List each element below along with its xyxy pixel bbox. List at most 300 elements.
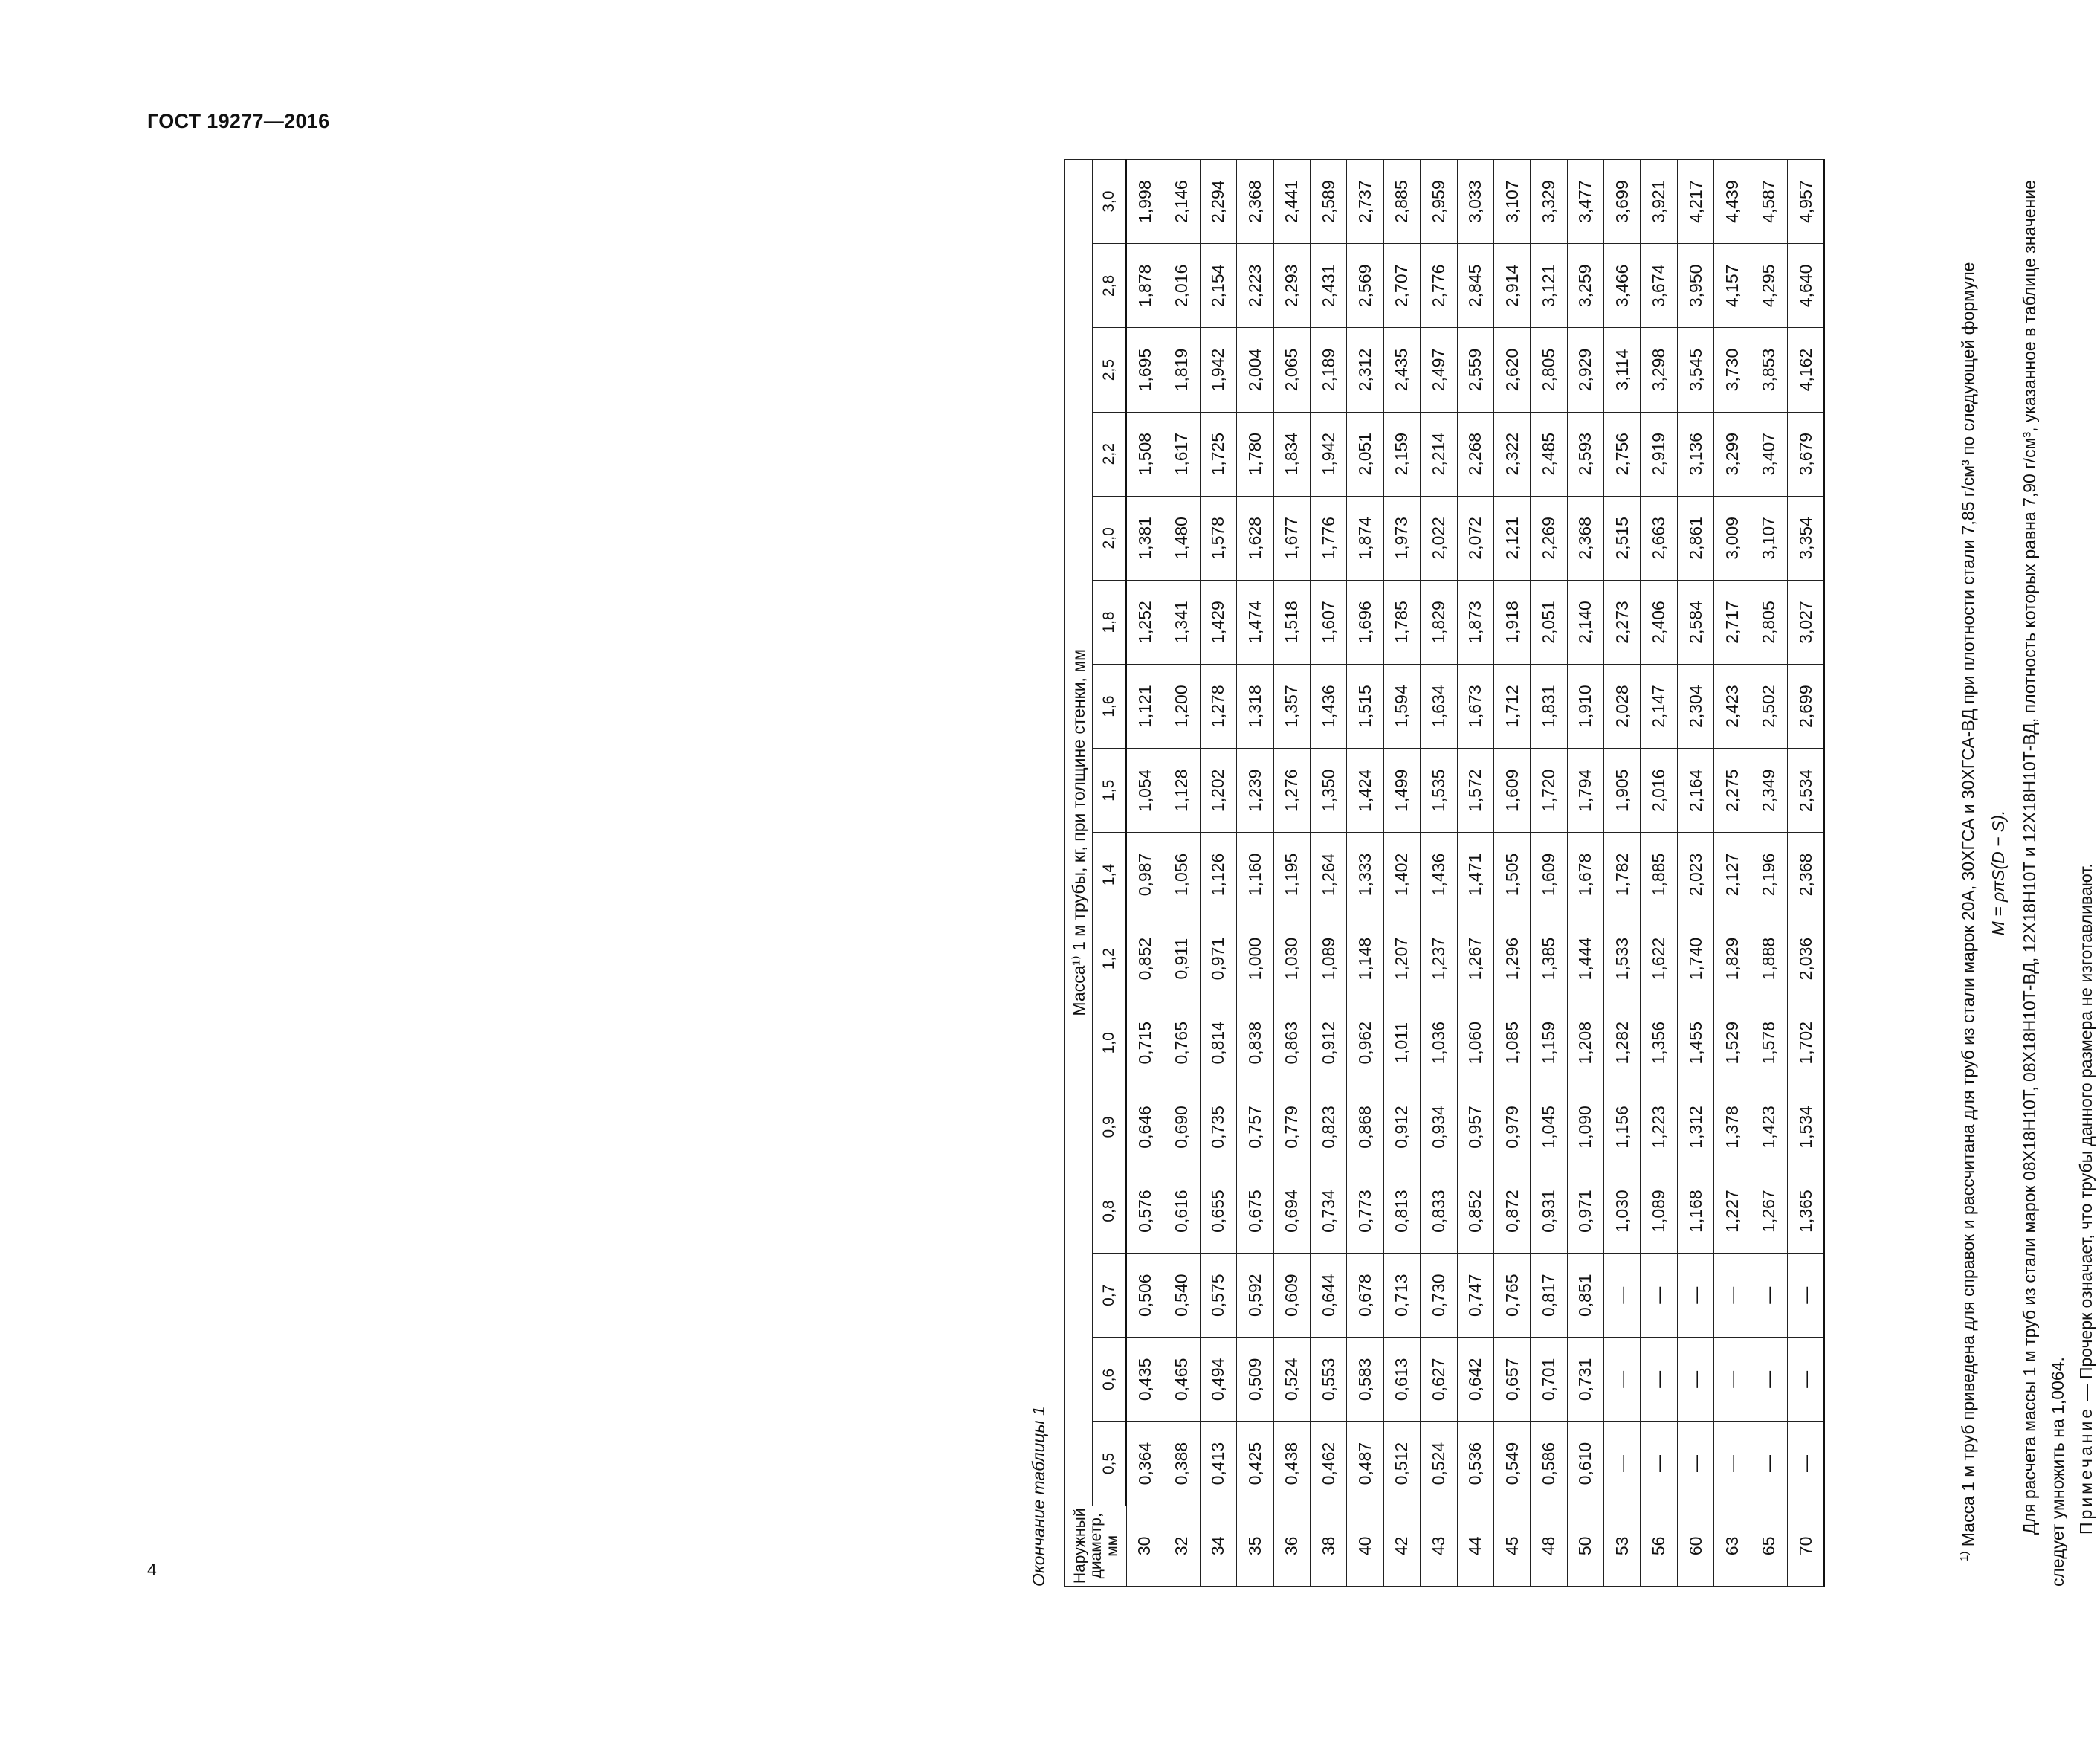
mass-cell: 2,589 <box>1310 160 1346 244</box>
mass-cell: 2,502 <box>1751 665 1787 749</box>
mass-cell: 2,707 <box>1383 244 1420 328</box>
rotated-content <box>1029 159 2096 1587</box>
mass-cell: 4,295 <box>1751 244 1787 328</box>
mass-cell: — <box>1714 1338 1751 1422</box>
mass-cell: 1,089 <box>1641 1169 1677 1254</box>
diameter-cell: 38 <box>1310 1506 1346 1586</box>
table-row <box>1493 160 1530 1587</box>
mass-cell: — <box>1751 1338 1787 1422</box>
mass-cell: 1,609 <box>1531 833 1567 917</box>
diameter-cell: 42 <box>1383 1506 1420 1586</box>
mass-cell: 0,765 <box>1163 1001 1200 1085</box>
thickness-header: 0,6 <box>1093 1338 1127 1422</box>
mass-cell: 0,592 <box>1237 1254 1273 1338</box>
mass-cell: 1,535 <box>1421 749 1457 833</box>
mass-cell: 3,329 <box>1531 160 1567 244</box>
footnote-mark: 1) <box>1958 1551 1971 1561</box>
mass-cell: 1,429 <box>1200 580 1236 664</box>
mass-cell: 1,296 <box>1493 917 1530 1001</box>
mass-cell: 2,406 <box>1641 580 1677 664</box>
mass-cell: 0,524 <box>1273 1338 1310 1422</box>
table-row <box>1310 160 1346 1587</box>
mass-cell: 2,072 <box>1457 496 1493 580</box>
mass-cell: 1,455 <box>1677 1001 1713 1085</box>
mass-cell: 0,678 <box>1347 1254 1383 1338</box>
mass-cell: 1,276 <box>1273 749 1310 833</box>
mass-cell: 0,852 <box>1126 917 1163 1001</box>
table-row <box>1604 160 1641 1587</box>
mass-cell: 0,575 <box>1200 1254 1236 1338</box>
mass-cell: 2,140 <box>1567 580 1603 664</box>
mass-cell: 0,851 <box>1567 1254 1603 1338</box>
mass-cell: 3,853 <box>1751 328 1787 412</box>
mass-cell: 1,617 <box>1163 412 1200 496</box>
mass-cell: — <box>1604 1254 1641 1338</box>
mass-cell: 1,505 <box>1493 833 1530 917</box>
page-header: ГОСТ 19277—2016 <box>147 110 330 132</box>
mass-cell: 1,678 <box>1567 833 1603 917</box>
mass-cell: 1,128 <box>1163 749 1200 833</box>
mass-cell: 1,160 <box>1237 833 1273 917</box>
mass-cell: 0,549 <box>1493 1422 1530 1506</box>
mass-cell: 1,534 <box>1788 1085 1825 1169</box>
mass-cell: 1,350 <box>1310 749 1346 833</box>
mass-cell: 1,873 <box>1457 580 1493 664</box>
page-number: 4 <box>147 1560 157 1579</box>
mass-cell: 1,740 <box>1677 917 1713 1001</box>
mass-cell: 2,154 <box>1200 244 1236 328</box>
diameter-cell: 36 <box>1273 1506 1310 1586</box>
mass-cell: — <box>1641 1254 1677 1338</box>
steel-note: Для расчета массы 1 м труб из стали марок 08Х18Н10Т, 08Х18Н10Т-ВД, 12Х18Н10Т и 12Х18Н10Т-ВД, плотность которых равна 7,90 г/см³, указанное в таблице значение следует умножить на 1,0064. <box>2019 180 2067 1587</box>
thickness-header-row <box>1093 160 1127 1587</box>
mass-cell: 0,675 <box>1237 1169 1273 1254</box>
mass-cell: 1,776 <box>1310 496 1346 580</box>
mass-cell: 2,368 <box>1237 160 1273 244</box>
thickness-header: 2,0 <box>1093 496 1127 580</box>
mass-cell: 3,674 <box>1641 244 1677 328</box>
mass-cell: 1,529 <box>1714 1001 1751 1085</box>
table-row <box>1347 160 1383 1587</box>
mass-cell: 0,979 <box>1493 1085 1530 1169</box>
mass-cell: 2,497 <box>1421 328 1457 412</box>
mass-cell: 3,299 <box>1714 412 1751 496</box>
mass-cell: 1,609 <box>1493 749 1530 833</box>
mass-cell: 1,572 <box>1457 749 1493 833</box>
mass-cell: — <box>1788 1338 1825 1422</box>
mass-cell: 0,823 <box>1310 1085 1346 1169</box>
dash-note <box>2072 159 2100 1587</box>
mass-cell: 2,805 <box>1751 580 1787 664</box>
mass-cell: 2,146 <box>1163 160 1200 244</box>
thickness-header: 2,5 <box>1093 328 1127 412</box>
mass-cell: 1,056 <box>1163 833 1200 917</box>
mass-cell: 2,016 <box>1641 749 1677 833</box>
mass-cell: 1,508 <box>1126 412 1163 496</box>
mass-cell: 0,757 <box>1237 1085 1273 1169</box>
note-text: — Прочерк означает, что трубы данного размера не изготавливают. <box>2075 863 2096 1406</box>
mass-cell: 1,060 <box>1457 1001 1493 1085</box>
table-row <box>1237 160 1273 1587</box>
mass-cell: — <box>1751 1422 1787 1506</box>
mass-cell: 1,341 <box>1163 580 1200 664</box>
table-row <box>1273 160 1310 1587</box>
mass-cell: 0,553 <box>1310 1338 1346 1422</box>
mass-cell: 3,466 <box>1604 244 1641 328</box>
mass-cell: 0,912 <box>1310 1001 1346 1085</box>
table-row <box>1163 160 1200 1587</box>
mass-cell: 2,929 <box>1567 328 1603 412</box>
mass-cell: 2,584 <box>1677 580 1713 664</box>
mass-cell: 3,730 <box>1714 328 1751 412</box>
mass-cell: 0,971 <box>1567 1169 1603 1254</box>
table-row <box>1751 160 1787 1587</box>
mass-cell: 0,814 <box>1200 1001 1236 1085</box>
mass-cell: — <box>1677 1254 1713 1338</box>
mass-cell: 1,223 <box>1641 1085 1677 1169</box>
mass-cell: 0,506 <box>1126 1254 1163 1338</box>
mass-cell: 1,126 <box>1200 833 1236 917</box>
diameter-header: Наружный диаметр, мм <box>1065 1506 1127 1586</box>
mass-cell: 1,278 <box>1200 665 1236 749</box>
mass-cell: 3,354 <box>1788 496 1825 580</box>
mass-cell: 1,267 <box>1751 1169 1787 1254</box>
mass-cell: 3,121 <box>1531 244 1567 328</box>
mass-cell: 1,515 <box>1347 665 1383 749</box>
mass-cell: 1,834 <box>1273 412 1310 496</box>
mass-cell: 2,036 <box>1788 917 1825 1001</box>
diameter-cell: 60 <box>1677 1506 1713 1586</box>
table-row <box>1567 160 1603 1587</box>
mass-cell: 2,368 <box>1567 496 1603 580</box>
mass-cell: 2,028 <box>1604 665 1641 749</box>
mass-cell: 2,349 <box>1751 749 1787 833</box>
mass-cell: 1,200 <box>1163 665 1200 749</box>
diameter-cell: 34 <box>1200 1506 1236 1586</box>
mass-cell: 0,364 <box>1126 1422 1163 1506</box>
mass-cell: 3,107 <box>1493 160 1530 244</box>
mass-cell: 0,957 <box>1457 1085 1493 1169</box>
mass-cell: 2,223 <box>1237 244 1273 328</box>
mass-cell: 1,702 <box>1788 1001 1825 1085</box>
mass-cell: 0,646 <box>1126 1085 1163 1169</box>
mass-cell: 1,054 <box>1126 749 1163 833</box>
mass-cell: 0,813 <box>1383 1169 1420 1254</box>
mass-cell: 2,147 <box>1641 665 1677 749</box>
mass-cell: 0,863 <box>1273 1001 1310 1085</box>
diameter-cell: 56 <box>1641 1506 1677 1586</box>
table-row <box>1126 160 1163 1587</box>
mass-cell: 1,168 <box>1677 1169 1713 1254</box>
mass-cell: 3,298 <box>1641 328 1677 412</box>
mass-cell: 2,127 <box>1714 833 1751 917</box>
mass-cell: 0,586 <box>1531 1422 1567 1506</box>
mass-cell: 1,831 <box>1531 665 1567 749</box>
mass-cell: 3,107 <box>1751 496 1787 580</box>
mass-cell: 3,477 <box>1567 160 1603 244</box>
mass-cell: 1,121 <box>1126 665 1163 749</box>
mass-cell: 1,794 <box>1567 749 1603 833</box>
mass-cell: 0,462 <box>1310 1422 1346 1506</box>
mass-cell: 0,583 <box>1347 1338 1383 1422</box>
mass-cell: 2,805 <box>1531 328 1567 412</box>
mass-cell: 0,911 <box>1163 917 1200 1001</box>
mass-cell: 0,731 <box>1567 1338 1603 1422</box>
mass-cell: 2,312 <box>1347 328 1383 412</box>
mass-cell: 2,051 <box>1531 580 1567 664</box>
thickness-header: 1,8 <box>1093 580 1127 664</box>
mass-cell: 1,918 <box>1493 580 1530 664</box>
mass-cell: 2,919 <box>1641 412 1677 496</box>
mass-cell: 0,524 <box>1421 1422 1457 1506</box>
mass-cell: 2,368 <box>1788 833 1825 917</box>
mass-cell: — <box>1788 1422 1825 1506</box>
mass-cell: 1,578 <box>1200 496 1236 580</box>
mass-cell: 1,195 <box>1273 833 1310 917</box>
mass-cell: 0,487 <box>1347 1422 1383 1506</box>
mass-cell: 0,388 <box>1163 1422 1200 1506</box>
mass-cell: 2,423 <box>1714 665 1751 749</box>
mass-cell: 2,776 <box>1421 244 1457 328</box>
mass-cell: 0,694 <box>1273 1169 1310 1254</box>
mass-cell: 3,027 <box>1788 580 1825 664</box>
mass-cell: 2,273 <box>1604 580 1641 664</box>
mass-cell: 0,715 <box>1126 1001 1163 1085</box>
mass-cell: 3,545 <box>1677 328 1713 412</box>
mass-cell: 1,607 <box>1310 580 1346 664</box>
mass-cell: 2,663 <box>1641 496 1677 580</box>
mass-cell: 2,022 <box>1421 496 1457 580</box>
mass-cell: 2,159 <box>1383 412 1420 496</box>
mass-cell: 2,534 <box>1788 749 1825 833</box>
mass-cell: 1,436 <box>1421 833 1457 917</box>
mass-cell: 2,164 <box>1677 749 1713 833</box>
mass-cell: 2,189 <box>1310 328 1346 412</box>
mass-cell: 2,431 <box>1310 244 1346 328</box>
mass-cell: 0,852 <box>1457 1169 1493 1254</box>
mass-cell: 1,267 <box>1457 917 1493 1001</box>
mass-cell: 3,407 <box>1751 412 1787 496</box>
diameter-cell: 50 <box>1567 1506 1603 1586</box>
mass-cell: 1,000 <box>1237 917 1273 1001</box>
mass-cell: 3,679 <box>1788 412 1825 496</box>
mass-cell: — <box>1677 1338 1713 1422</box>
mass-cell: 0,931 <box>1531 1169 1567 1254</box>
mass-cell: 2,196 <box>1751 833 1787 917</box>
table-row <box>1641 160 1677 1587</box>
mass-table <box>1064 159 1825 1587</box>
table-row <box>1531 160 1567 1587</box>
mass-cell: 0,536 <box>1457 1422 1493 1506</box>
mass-cell: — <box>1641 1422 1677 1506</box>
mass-cell: 1,474 <box>1237 580 1273 664</box>
mass-cell: 1,318 <box>1237 665 1273 749</box>
mass-cell: 0,962 <box>1347 1001 1383 1085</box>
mass-cell: 1,148 <box>1347 917 1383 1001</box>
thickness-header: 1,0 <box>1093 1001 1127 1085</box>
mass-cell: 0,735 <box>1200 1085 1236 1169</box>
mass-cell: 1,156 <box>1604 1085 1641 1169</box>
mass-cell: 1,829 <box>1714 917 1751 1001</box>
mass-cell: 0,644 <box>1310 1254 1346 1338</box>
mass-cell: 1,480 <box>1163 496 1200 580</box>
mass-cell: 1,207 <box>1383 917 1420 1001</box>
mass-cell: 1,036 <box>1421 1001 1457 1085</box>
mass-cell: 2,861 <box>1677 496 1713 580</box>
mass-cell: 0,912 <box>1383 1085 1420 1169</box>
mass-cell: 0,730 <box>1421 1254 1457 1338</box>
mass-cell: 1,239 <box>1237 749 1273 833</box>
mass-cell: 0,438 <box>1273 1422 1310 1506</box>
mass-cell: 1,829 <box>1421 580 1457 664</box>
mass-cell: — <box>1714 1254 1751 1338</box>
mass-cell: 2,699 <box>1788 665 1825 749</box>
mass-cell: 2,268 <box>1457 412 1493 496</box>
thickness-header: 1,2 <box>1093 917 1127 1001</box>
thickness-header: 3,0 <box>1093 160 1127 244</box>
table-row <box>1788 160 1825 1587</box>
diameter-cell: 30 <box>1126 1506 1163 1586</box>
mass-cell: 2,620 <box>1493 328 1530 412</box>
mass-cell: 1,090 <box>1567 1085 1603 1169</box>
mass-cell: 1,381 <box>1126 496 1163 580</box>
mass-cell: 2,593 <box>1567 412 1603 496</box>
mass-cell: 2,559 <box>1457 328 1493 412</box>
diameter-cell: 43 <box>1421 1506 1457 1586</box>
mass-cell: — <box>1788 1254 1825 1338</box>
mass-cell: — <box>1751 1254 1787 1338</box>
thickness-header: 1,4 <box>1093 833 1127 917</box>
mass-cell: 2,435 <box>1383 328 1420 412</box>
mass-cell: 1,499 <box>1383 749 1420 833</box>
mass-cell: 2,737 <box>1347 160 1383 244</box>
mass-cell: 4,217 <box>1677 160 1713 244</box>
mass-cell: 2,016 <box>1163 244 1200 328</box>
mass-cell: 2,845 <box>1457 244 1493 328</box>
mass-cell: 1,910 <box>1567 665 1603 749</box>
mass-cell: 0,690 <box>1163 1085 1200 1169</box>
mass-cell: 1,365 <box>1788 1169 1825 1254</box>
table-row <box>1677 160 1713 1587</box>
mass-cell: 2,065 <box>1273 328 1310 412</box>
diameter-cell: 45 <box>1493 1506 1530 1586</box>
mass-cell: — <box>1677 1422 1713 1506</box>
mass-cell: 1,423 <box>1751 1085 1787 1169</box>
mass-cell: 3,921 <box>1641 160 1677 244</box>
table-notes <box>1951 159 2100 1587</box>
thickness-header: 2,2 <box>1093 412 1127 496</box>
mass-cell: 2,304 <box>1677 665 1713 749</box>
mass-cell: 1,594 <box>1383 665 1420 749</box>
mass-cell: 0,838 <box>1237 1001 1273 1085</box>
mass-cell: 2,275 <box>1714 749 1751 833</box>
diameter-cell: 63 <box>1714 1506 1751 1586</box>
mass-cell: 1,998 <box>1126 160 1163 244</box>
mass-cell: 1,888 <box>1751 917 1787 1001</box>
diameter-cell: 32 <box>1163 1506 1200 1586</box>
mass-cell: 2,023 <box>1677 833 1713 917</box>
mass-cell: 2,051 <box>1347 412 1383 496</box>
mass-cell: 0,934 <box>1421 1085 1457 1169</box>
mass-cell: 4,439 <box>1714 160 1751 244</box>
mass-cell: 0,494 <box>1200 1338 1236 1422</box>
table-row <box>1421 160 1457 1587</box>
mass-cell: 1,874 <box>1347 496 1383 580</box>
mass-cell: 1,444 <box>1567 917 1603 1001</box>
mass-cell: 1,622 <box>1641 917 1677 1001</box>
mass-cell: 0,833 <box>1421 1169 1457 1254</box>
mass-cell: 2,441 <box>1273 160 1310 244</box>
thickness-header: 1,6 <box>1093 665 1127 749</box>
diameter-cell: 70 <box>1788 1506 1825 1586</box>
mass-cell: 2,569 <box>1347 244 1383 328</box>
mass-cell: 1,782 <box>1604 833 1641 917</box>
mass-cell: 1,227 <box>1714 1169 1751 1254</box>
mass-cell: 2,322 <box>1493 412 1530 496</box>
mass-cell: 0,971 <box>1200 917 1236 1001</box>
mass-cell: 1,030 <box>1604 1169 1641 1254</box>
mass-cell: — <box>1714 1422 1751 1506</box>
mass-cell: 4,157 <box>1714 244 1751 328</box>
thickness-header: 0,9 <box>1093 1085 1127 1169</box>
table-row <box>1457 160 1493 1587</box>
mass-cell: 1,720 <box>1531 749 1567 833</box>
mass-cell: 3,699 <box>1604 160 1641 244</box>
mass-cell: 0,734 <box>1310 1169 1346 1254</box>
mass-cell: 1,942 <box>1200 328 1236 412</box>
mass-cell: 1,208 <box>1567 1001 1603 1085</box>
diameter-cell: 40 <box>1347 1506 1383 1586</box>
table-caption: Окончание таблицы 1 <box>1029 1406 1048 1587</box>
mass-cell: 0,509 <box>1237 1338 1273 1422</box>
mass-cell: 1,518 <box>1273 580 1310 664</box>
table-row <box>1200 160 1236 1587</box>
mass-cell: 2,515 <box>1604 496 1641 580</box>
mass-cell: 3,136 <box>1677 412 1713 496</box>
mass-cell: 3,114 <box>1604 328 1641 412</box>
mass-cell: — <box>1604 1422 1641 1506</box>
mass-cell: 1,282 <box>1604 1001 1641 1085</box>
mass-cell: 0,701 <box>1531 1338 1567 1422</box>
mass-cell: 1,905 <box>1604 749 1641 833</box>
mass-cell: 1,237 <box>1421 917 1457 1001</box>
mass-cell: 2,959 <box>1421 160 1457 244</box>
mass-cell: 2,717 <box>1714 580 1751 664</box>
mass-cell: 2,485 <box>1531 412 1567 496</box>
mass-cell: 1,385 <box>1531 917 1567 1001</box>
thickness-header: 0,7 <box>1093 1254 1127 1338</box>
diameter-cell: 35 <box>1237 1506 1273 1586</box>
mass-cell: 0,627 <box>1421 1338 1457 1422</box>
mass-cell: 0,425 <box>1237 1422 1273 1506</box>
mass-cell: 0,465 <box>1163 1338 1200 1422</box>
mass-cell: 1,436 <box>1310 665 1346 749</box>
mass-cell: 1,333 <box>1347 833 1383 917</box>
mass-cell: 0,642 <box>1457 1338 1493 1422</box>
mass-cell: 1,677 <box>1273 496 1310 580</box>
mass-cell: 1,780 <box>1237 412 1273 496</box>
mass-cell: 0,616 <box>1163 1169 1200 1254</box>
mass-cell: 0,657 <box>1493 1338 1530 1422</box>
table-body <box>1126 160 1824 1587</box>
mass-cell: 1,471 <box>1457 833 1493 917</box>
mass-cell: 0,817 <box>1531 1254 1567 1338</box>
mass-cell: 1,378 <box>1714 1085 1751 1169</box>
mass-cell: 4,957 <box>1788 160 1825 244</box>
mass-cell: 3,033 <box>1457 160 1493 244</box>
mass-cell: 0,610 <box>1567 1422 1603 1506</box>
mass-cell: 1,712 <box>1493 665 1530 749</box>
